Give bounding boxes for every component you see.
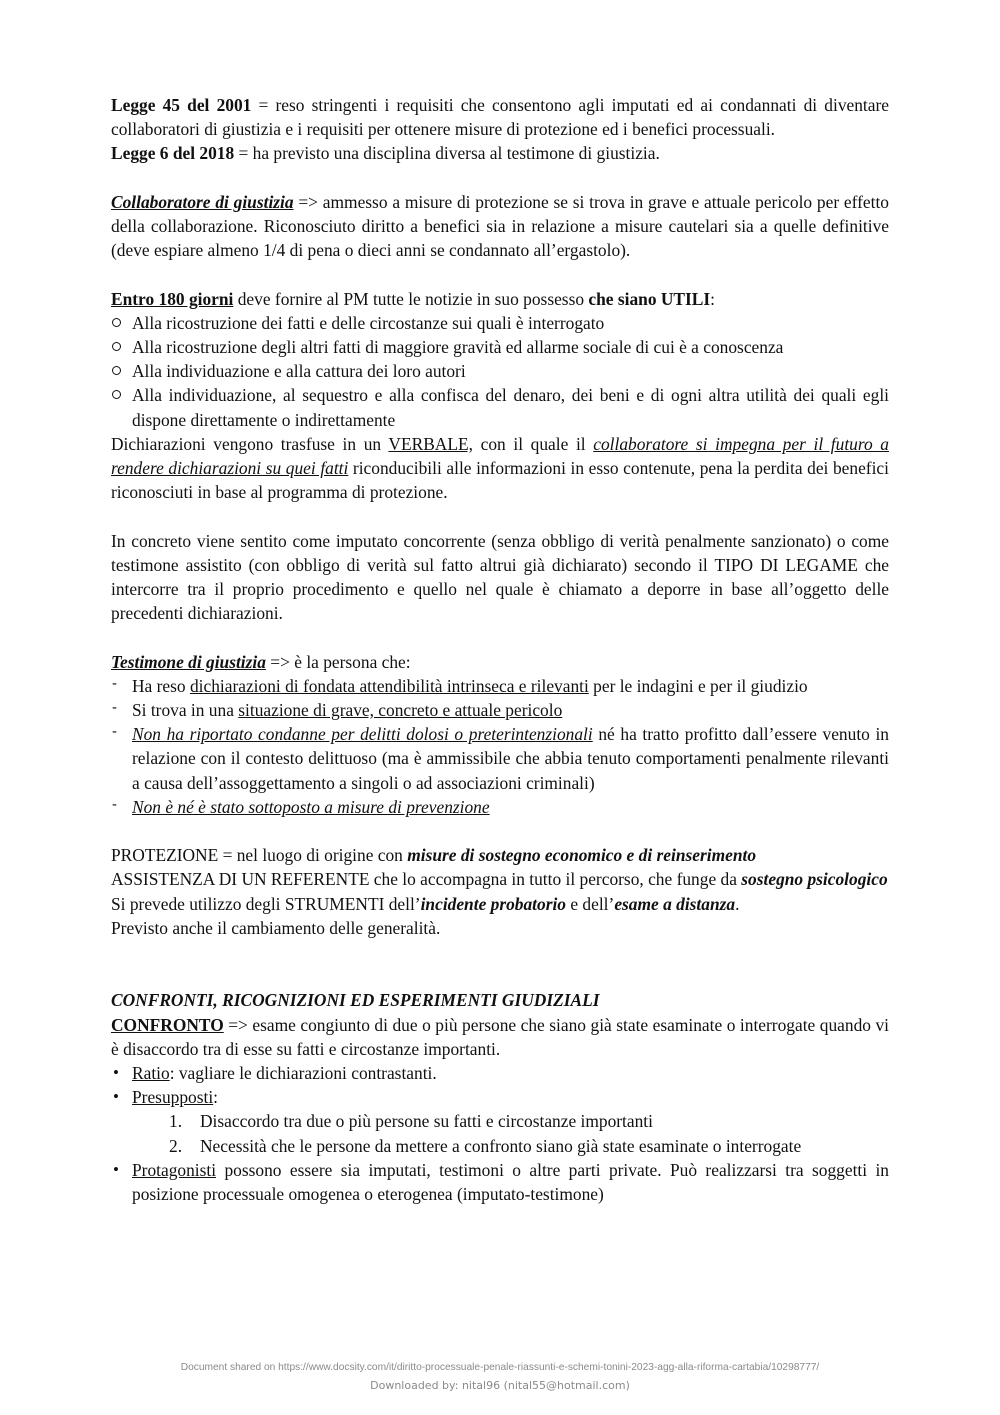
dash-bullet-icon: - — [112, 795, 117, 813]
document-body — [111, 93, 889, 1206]
footer-downloaded-by: Downloaded by: nital96 (nital55@hotmail.com) — [370, 1379, 630, 1392]
paragraph-entro-180 — [111, 287, 889, 311]
circle-bullet-icon — [112, 342, 121, 351]
verbale-term: VERBALE, — [388, 433, 473, 454]
paragraph-dichiarazioni: Dichiarazioni vengono trasfuse in un VERBALE, con il quale il collaboratore si impegna per il futuro a rendere dichiarazioni su quei fatti riconducibili alle informazioni in esso contenute, pena la perdita dei benefici riconosciuti in base al programma di protezione. — [111, 433, 889, 503]
dash-bullet-icon: - — [112, 674, 117, 692]
paragraph-testimone — [111, 650, 889, 674]
collaboratore-label: Collaboratore di giustizia — [111, 191, 294, 212]
paragraph-legge-45 — [111, 93, 889, 141]
list-item: 2. Necessità che le persone da mettere a confronto siano già state esaminate o interrogate — [169, 1135, 802, 1156]
legge-6-text: = ha previsto una disciplina diversa al testimone di giustizia. — [234, 143, 660, 164]
paragraph-legge-6 — [111, 141, 889, 165]
testimone-text: => è la persona che: — [265, 651, 411, 672]
footer-shared-url: Document shared on https://www.docsity.com/it/diritto-processuale-penale-riassunti-e-schemi-tonini-2023-agg-alla-riforma-cartabia/10298777/ — [180, 1362, 820, 1373]
list-item: - Si trova in una situazione di grave, concreto e attuale pericolo — [111, 698, 889, 722]
testimone-list — [111, 674, 889, 819]
list-item: Alla individuazione e alla cattura dei loro autori — [111, 359, 889, 383]
collaboratore-text: => ammesso a misure di protezione se si trova in grave e attuale pericolo per effetto della collaborazione. Riconosciuto diritto a benefici sia in relazione a misure cautelari sia a quelle definitive (deve espiare almeno 1/4 di pena o dieci anni se condannato all’ergastolo). — [111, 191, 889, 261]
confronto-label: CONFRONTO — [111, 1014, 224, 1035]
paragraph-strumenti: Si prevede utilizzo degli STRUMENTI dell’incidente probatorio e dell’esame a distanza. — [111, 893, 740, 914]
bullet-icon: • — [113, 1063, 119, 1083]
legge-45-label: Legge 45 del 2001 — [111, 95, 252, 115]
paragraph-in-concreto: In concreto viene sentito come imputato concorrente (senza obbligo di verità penalmente sanzionato) o come testimone assistito (con obbligo di verità sul fatto altrui già dichiarato) secondo il TIPO DI LEGAME che intercorre tra il proprio procedimento e quello nel quale è chiamato a deporre in base all’oggetto delle precedenti dichiarazioni. — [111, 530, 889, 624]
paragraph-protezione: PROTEZIONE = nel luogo di origine con misure di sostegno economico e di reinserimento — [111, 845, 757, 866]
paragraph-assistenza: ASSISTENZA DI UN REFERENTE che lo accompagna in tutto il percorso, che funge da sostegno psicologico — [111, 869, 888, 890]
legge-6-label: Legge 6 del 2018 — [111, 143, 235, 164]
list-item: • Protagonisti possono essere sia imputati, testimoni o altre parti private. Può realizzarsi tra soggetti in posizione processuale omogenea o eterogenea (imputato-testimone) — [113, 1159, 889, 1205]
bullet-icon: • — [113, 1159, 119, 1179]
presupposti-list — [111, 1109, 889, 1157]
testimone-label: Testimone di giustizia — [111, 651, 266, 672]
list-item: - Non è né è stato sottoposto a misure di prevenzione — [111, 795, 889, 819]
list-item: Alla individuazione, al sequestro e alla confisca del denaro, dei beni e di ogni altra utilità dei quali egli dispone direttamente o indirettamente — [111, 383, 889, 431]
list-item: • Presupposti: — [111, 1085, 889, 1109]
section-heading-confronti: CONFRONTI, RICOGNIZIONI ED ESPERIMENTI GIUDIZIALI — [111, 990, 600, 1011]
list-item: Alla ricostruzione dei fatti e delle circostanze sui quali è interrogato — [111, 311, 889, 335]
confronto-list — [111, 1061, 889, 1109]
paragraph-collaboratore — [111, 190, 889, 263]
bullet-icon: • — [113, 1087, 119, 1107]
paragraph-confronto: CONFRONTO => esame congiunto di due o più persone che siano già state esaminate o interrogate quando vi è disaccordo tra di esse su fatti e circostanze importanti. — [111, 1014, 889, 1059]
list-item: Alla ricostruzione degli altri fatti di maggiore gravità ed allarme sociale di cui è a conoscenza — [111, 335, 889, 359]
list-item: - Ha reso dichiarazioni di fondata attendibilità intrinseca e rilevanti per le indagini e per il giudizio — [111, 674, 889, 698]
list-item: - Non ha riportato condanne per delitti dolosi o preterintenzionali né ha tratto profitto dall’essere venuto in relazione con il contesto delittuoso (ma è ammissibile che abbia tenuto comportamenti penalmente rilevanti a causa dell’assoggettamento a singoli o ad associazioni criminali) — [111, 722, 889, 795]
dash-bullet-icon: - — [112, 723, 117, 741]
utili-list — [111, 311, 889, 432]
entro-end: : — [710, 288, 715, 309]
circle-bullet-icon — [112, 318, 121, 327]
dash-bullet-icon: - — [112, 699, 117, 717]
circle-bullet-icon — [112, 366, 121, 375]
entro-label: Entro 180 giorni — [111, 288, 234, 309]
impegno-text: collaboratore si impegna per il futuro a rendere dichiarazioni su quei fatti — [111, 433, 889, 479]
list-item: • Ratio: vagliare le dichiarazioni contrastanti. — [111, 1061, 889, 1085]
entro-text: deve fornire al PM tutte le notizie in suo possesso — [233, 288, 589, 309]
protagonisti-list — [111, 1158, 889, 1206]
circle-bullet-icon — [112, 390, 121, 399]
paragraph-generalita: Previsto anche il cambiamento delle generalità. — [111, 917, 441, 938]
legge-45-text: = reso stringenti i requisiti che consentono agli imputati ed ai condannati di diventare collaboratori di giustizia e i requisiti per ottenere misure di protezione ed i benefici processuali. — [111, 95, 889, 140]
list-item: 1. Disaccordo tra due o più persone su fatti e circostanze importanti — [169, 1111, 653, 1132]
entro-bold: che siano UTILI — [588, 288, 711, 309]
